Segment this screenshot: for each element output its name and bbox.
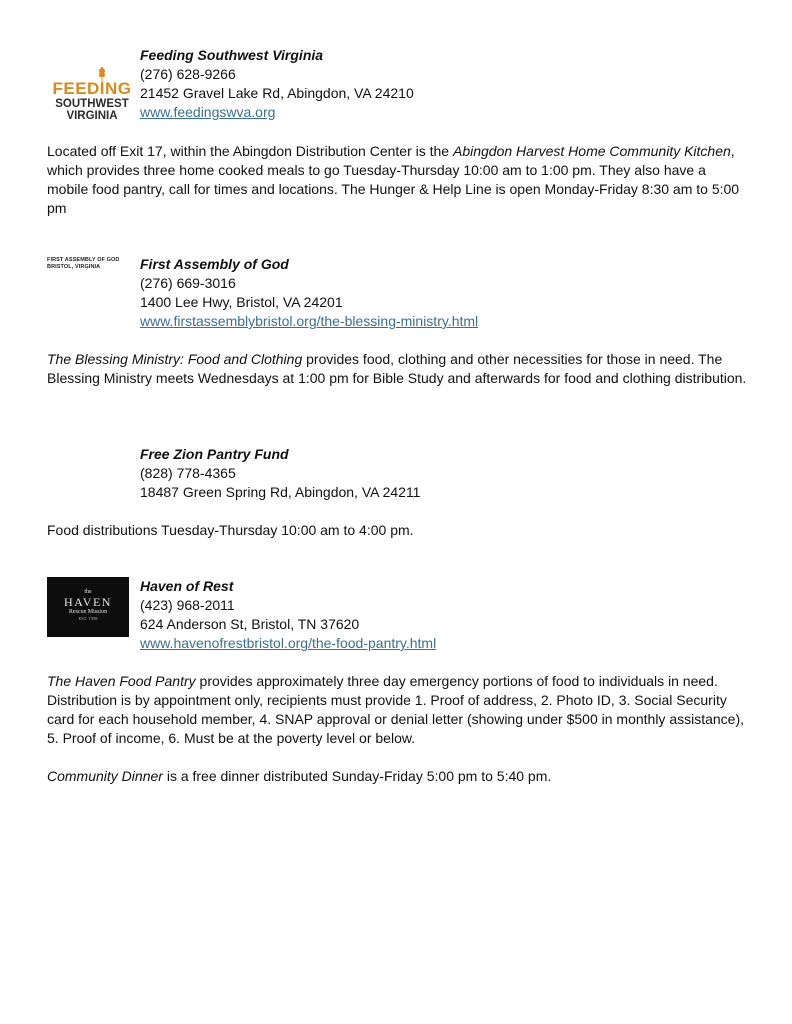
logo-line-the: the xyxy=(84,589,92,595)
desc-italic-program: The Haven Food Pantry xyxy=(47,673,196,689)
logo-line-location: BRISTOL, VIRGINIA xyxy=(47,263,101,270)
desc-text: provides approximately three day emergency portions of food to individuals in need. Distribution is by appointment only, recipients must provide 1. Proof of address, 2. Photo ID, 3. Social Security card for each household member, 4. SNAP approval or denial letter (showing under $500 in monthly assistance), 5. Proof of income, 6. Must be at the poverty level or below. xyxy=(47,673,745,746)
desc-italic-program: The Blessing Ministry: Food and Clothing xyxy=(47,351,303,367)
org-name: First Assembly of God xyxy=(140,256,289,272)
haven-of-rest-logo xyxy=(47,577,129,637)
desc-text: provides food, clothing and other necessities for those in need. The Blessing Ministry meets Wednesdays at 1:00 pm for Bible Study and afterwards for food and clothing distribution. xyxy=(47,351,747,386)
first-assembly-of-god-logo xyxy=(47,257,133,270)
wheat-icon xyxy=(98,67,106,83)
org-name: Feeding Southwest Virginia xyxy=(140,47,324,63)
address: 21452 Gravel Lake Rd, Abingdon, VA 24210 xyxy=(140,85,414,101)
description-first-assembly-of-god xyxy=(47,350,747,388)
website-link[interactable]: www.firstassemblybristol.org/the-blessing-ministry.html xyxy=(140,313,479,329)
logo-line-haven: HAVEN xyxy=(64,595,112,609)
desc-italic-program: Abingdon Harvest Home Community Kitchen xyxy=(453,143,731,159)
entry-header-free-zion-pantry-fund xyxy=(140,445,420,502)
entry-header-feeding-southwest-virginia xyxy=(140,46,414,122)
desc-text: is a free dinner distributed Sunday-Friday 5:00 pm to 5:40 pm. xyxy=(162,768,552,784)
description-community-dinner xyxy=(47,767,747,786)
feeding-southwest-virginia-logo xyxy=(47,66,137,122)
phone-number: (276) 628-9266 xyxy=(140,66,236,82)
desc-italic-program: Community Dinner xyxy=(47,768,163,784)
desc-text: Food distributions Tuesday-Thursday 10:00 am to 4:00 pm. xyxy=(47,522,414,538)
phone-number: (423) 968-2011 xyxy=(140,597,235,613)
entry-header-first-assembly-of-god xyxy=(140,255,478,331)
logo-line-feeding: FEEDING xyxy=(52,79,132,98)
address: 1400 Lee Hwy, Bristol, VA 24201 xyxy=(140,294,343,310)
desc-text: Located off Exit 17, within the Abingdon Distribution Center is the xyxy=(47,143,453,159)
website-link[interactable]: www.feedingswva.org xyxy=(140,104,276,120)
logo-line-established: EST. 1958 xyxy=(78,616,98,621)
description-feeding-southwest-virginia xyxy=(47,142,747,218)
description-haven-food-pantry xyxy=(47,672,747,748)
org-name: Free Zion Pantry Fund xyxy=(140,446,289,462)
logo-line-church: FIRST ASSEMBLY OF GOD xyxy=(47,257,120,263)
org-name: Haven of Rest xyxy=(140,578,234,594)
description-free-zion-pantry-fund xyxy=(47,521,747,540)
phone-number: (276) 669-3016 xyxy=(140,275,236,291)
address: 624 Anderson St, Bristol, TN 37620 xyxy=(140,616,360,632)
logo-line-rescue-mission: Rescue Mission xyxy=(68,609,108,615)
address: 18487 Green Spring Rd, Abingdon, VA 24211 xyxy=(140,484,421,500)
logo-line-virginia: VIRGINIA xyxy=(66,110,118,122)
entry-header-haven-of-rest xyxy=(140,577,436,653)
phone-number: (828) 778-4365 xyxy=(140,465,236,481)
logo-line-southwest: SOUTHWEST xyxy=(55,98,129,110)
website-link[interactable]: www.havenofrestbristol.org/the-food-pantry.html xyxy=(140,635,437,651)
desc-text: , which provides three home cooked meals to go Tuesday-Thursday 10:00 am to 1:00 pm. They also have a mobile food pantry, call for times and locations. The Hunger & Help Line is open Monday-Friday 8:30 am to 5:00 pm xyxy=(47,143,740,216)
